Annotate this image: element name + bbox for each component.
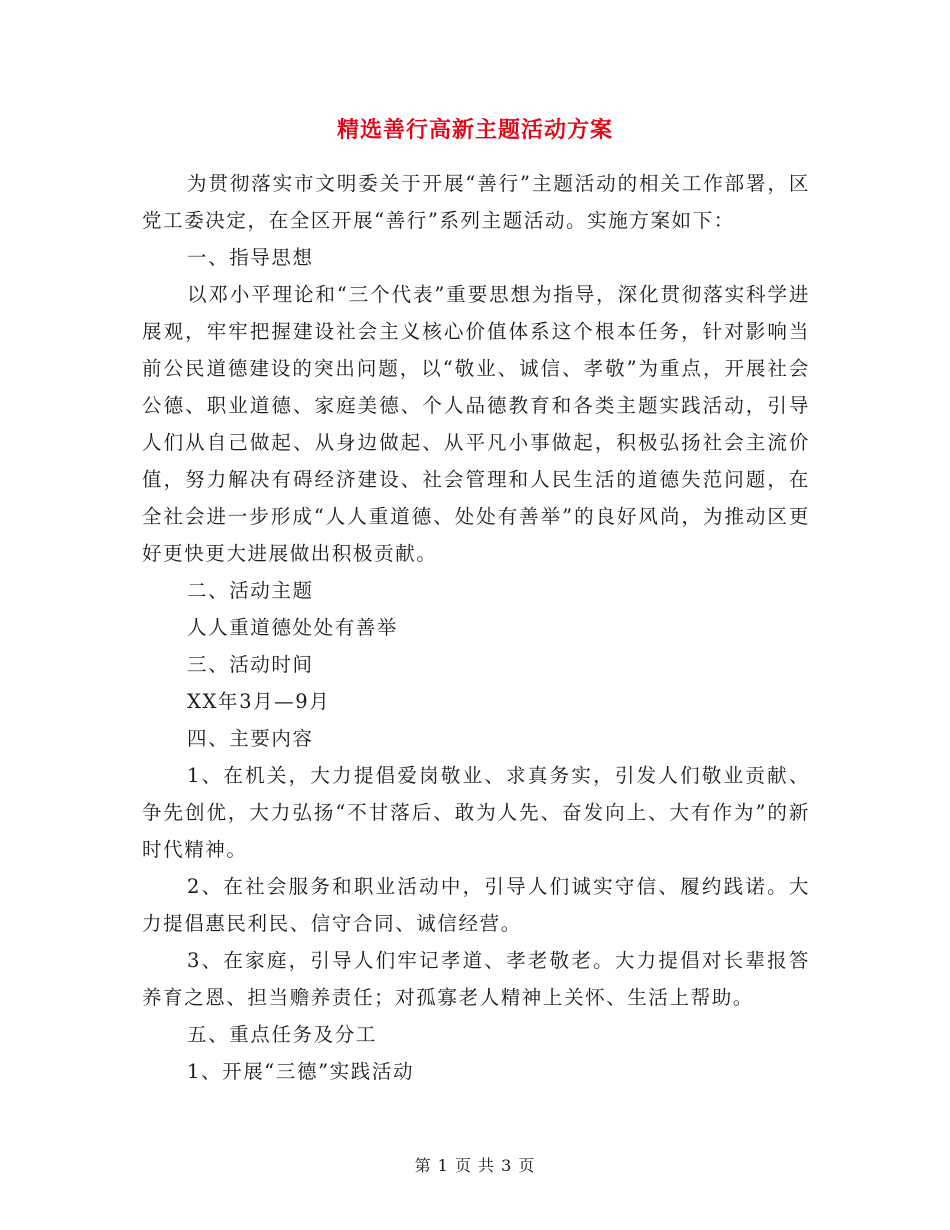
heading-key-tasks: 五、重点任务及分工 — [187, 1023, 377, 1046]
heading-activity-time: 三、活动时间 — [187, 653, 314, 676]
page-number-label: 第 1 页 共 3 页 — [414, 1156, 536, 1175]
document-body — [142, 165, 810, 1090]
paragraph-activity-theme: 人人重道德处处有善举 — [187, 616, 399, 639]
paragraph-guiding-ideology: 以邓小平理论和“三个代表”重要思想为指导，深化贯彻落实科学进展观，牢牢把握建设社会主义核心价值体系这个根本任务，针对影响当前公民道德建设的突出问题，以“敬业、诚信、孝敬”为重点，开展社会公德、职业道德、家庭美德、个人品德教育和各类主题实践活动，引导人们从自己做起、从身边做起、从平凡小事做起，积极弘扬社会主流价值，努力解决有碍经济建设、社会管理和人民生活的道德失范问题，在全社会进一步形成“人人重道德、处处有善举”的良好风尚，为推动区更好更快更大进展做出积极贡献。 — [142, 283, 810, 565]
document-title: 精选善行高新主题活动方案 — [336, 117, 613, 143]
paragraph-content-item-3: 3、在家庭，引导人们牢记孝道、孝老敬老。大力提倡对长辈报答养育之恩、担当赡养责任；对孤寡老人精神上关怀、生活上帮助。 — [142, 949, 810, 1009]
paragraph-intro: 为贯彻落实市文明委关于开展“善行”主题活动的相关工作部署，区党工委决定，在全区开展“善行”系列主题活动。实施方案如下： — [142, 172, 810, 232]
paragraph-task-item-1: 1、开展“三德”实践活动 — [187, 1060, 415, 1083]
paragraph-content-item-1: 1、在机关，大力提倡爱岗敬业、求真务实，引发人们敬业贡献、争先创优，大力弘扬“不甘落后、敢为人先、奋发向上、大有作为”的新时代精神。 — [142, 764, 810, 861]
page-footer — [0, 1153, 950, 1176]
heading-main-content: 四、主要内容 — [187, 727, 314, 750]
heading-guiding-ideology: 一、指导思想 — [187, 246, 314, 269]
paragraph-activity-time: XX年3月—9月 — [187, 690, 331, 713]
paragraph-content-item-2: 2、在社会服务和职业活动中，引导人们诚实守信、履约践诺。大力提倡惠民利民、信守合同、诚信经营。 — [142, 875, 810, 935]
heading-activity-theme: 二、活动主题 — [187, 579, 314, 602]
